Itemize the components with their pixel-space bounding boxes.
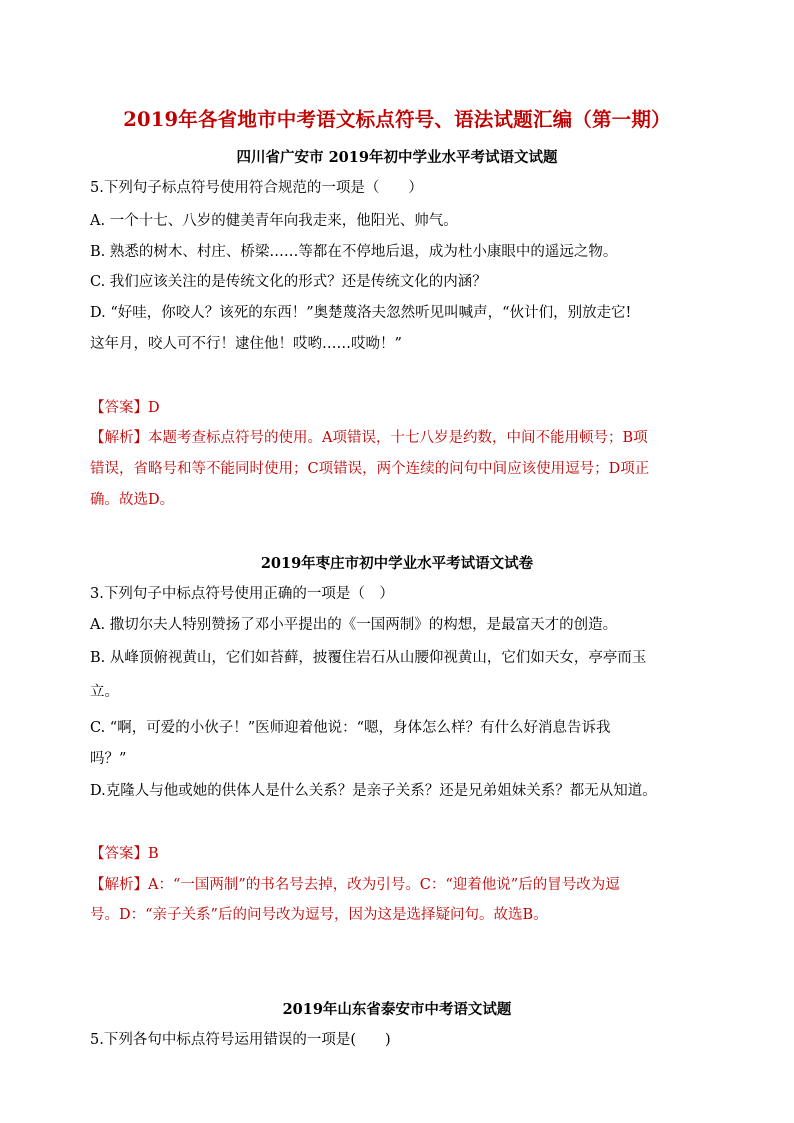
section-heading-guang-an: 四川省广安市 2019年初中学业水平考试语文试题: [236, 149, 558, 166]
analysis-line: [90, 873, 620, 894]
analysis-line: [90, 426, 648, 447]
analysis-text: 号。D：“亲子关系”后的问号改为逗号，因为这是选择疑问句。故选B。: [90, 907, 548, 923]
answer-label: 【答案】: [90, 400, 148, 416]
section-heading-zaozhuang: 2019年枣庄市初中学业水平考试语文试卷: [260, 555, 534, 572]
section-heading-tai-an: 2019年山东省泰安市中考语文试题: [282, 1001, 512, 1018]
option-b-continued: 立。: [90, 684, 119, 700]
option-d-continued: 这年月，咬人可不行！逮住他！哎哟……哎呦！”: [90, 336, 402, 352]
answer-value: B: [148, 846, 159, 862]
question-text: 5.下列各句中标点符号运用错误的一项是( ): [90, 1032, 391, 1048]
option-d: D. “好哇，你咬人？该死的东西！”奥楚蔑洛夫忽然听见叫喊声，“伙计们，别放走它!: [90, 305, 632, 321]
option-c: C. “啊，可爱的小伙子！”医师迎着他说：“嗯，身体怎么样？有什么好消息告诉我: [90, 720, 611, 736]
answer-label: 【答案】: [90, 846, 148, 862]
analysis-text: 确。故选D。: [90, 492, 175, 508]
answer-value: D: [148, 400, 160, 416]
option-b: B. 从峰顶俯视黄山，它们如苔藓，披覆住岩石从山腰仰视黄山，它们如天女，亭亭而玉: [90, 650, 647, 666]
analysis-text: 本题考查标点符号的使用。A项错误，十七八岁是约数，中间不能用顿号；B项: [148, 430, 648, 446]
analysis-label: 【解析】: [90, 877, 148, 893]
question-text: 5.下列句子标点符号使用符合规范的一项是（ ）: [90, 180, 423, 196]
option-a: A. 一个十七、八岁的健美青年向我走来，他阳光、帅气。: [90, 213, 458, 229]
analysis-text: A：“一国两制”的书名号去掉，改为引号。C：“迎着他说”后的冒号改为逗: [148, 877, 620, 893]
answer-line: [90, 396, 160, 417]
analysis-label: 【解析】: [90, 430, 148, 446]
option-c: C. 我们应该关注的是传统文化的形式？还是传统文化的内涵？: [90, 274, 487, 290]
analysis-text: 错误，省略号和等不能同时使用；C项错误，两个连续的问句中间应该使用逗号；D项正: [90, 461, 650, 477]
option-a: A. 撒切尔夫人特别赞扬了邓小平提出的《一国两制》的构想，是最富天才的创造。: [90, 617, 618, 633]
document-title: 2019年各省地市中考语文标点符号、语法试题汇编（第一期）: [123, 108, 671, 131]
answer-line: [90, 842, 159, 863]
question-text: 3.下列句子中标点符号使用正确的一项是（ ）: [90, 586, 394, 602]
option-d: D.克隆人与他或她的供体人是什么关系？是亲子关系？还是兄弟姐妹关系？都无从知道。: [90, 783, 657, 799]
option-b: B. 熟悉的树木、村庄、桥梁……等都在不停地后退，成为杜小康眼中的遥远之物。: [90, 244, 618, 260]
option-c-continued: 吗？”: [90, 751, 127, 767]
